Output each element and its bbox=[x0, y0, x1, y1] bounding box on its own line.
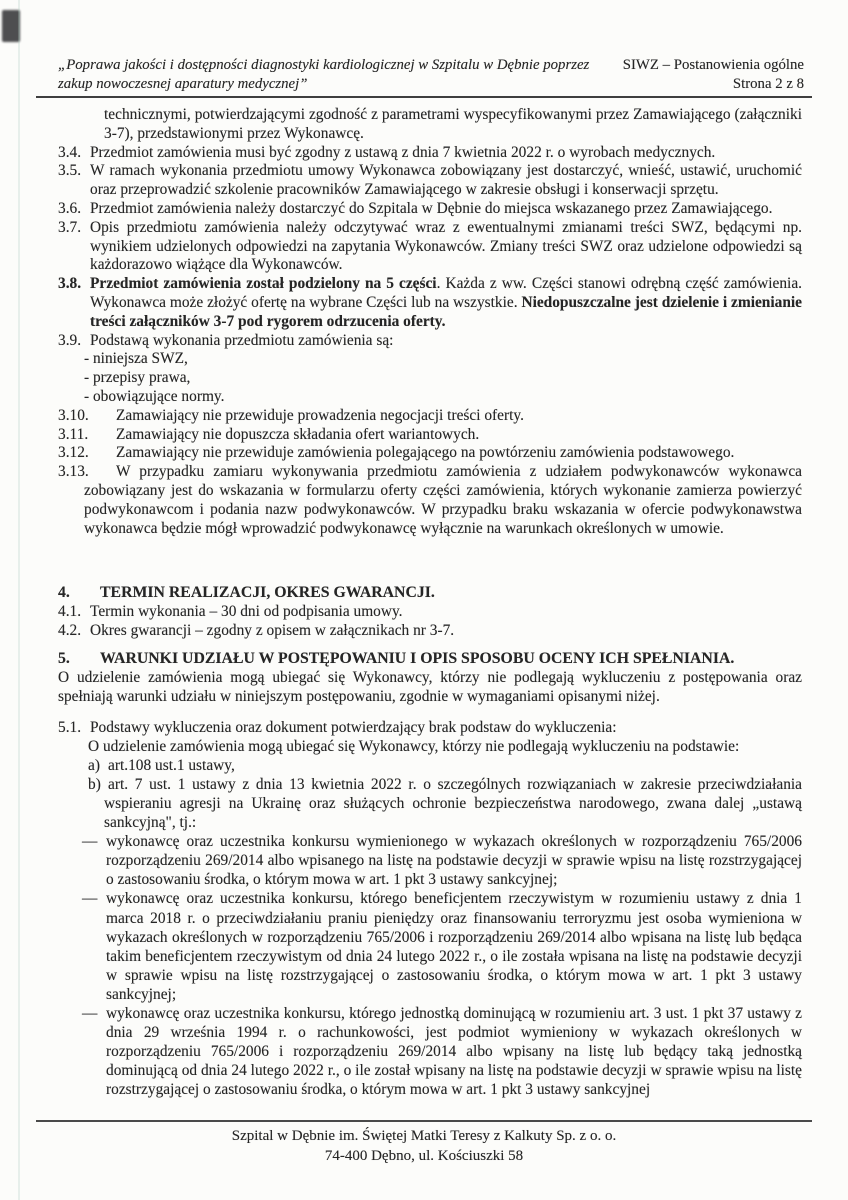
paragraph-3-4 bbox=[58, 144, 802, 163]
paragraph-3-3-continuation: technicznymi, potwierdzającymi zgodność z parametrami wyspecyfikowanymi przez Zamawiającego (załączniki 3-7), przedstawionymi przez Wykonawcę. bbox=[104, 106, 802, 142]
item-text: . Każda z ww. Części stanowi odrębną część zamówienia. Wykonawca może złożyć ofertę na wybrane Części lub na wszystkie. bbox=[90, 275, 802, 311]
paragraph-4-2 bbox=[58, 621, 802, 640]
item-number: 3.4. bbox=[58, 143, 82, 161]
dash-marker: — bbox=[82, 890, 98, 908]
item-text: Termin wykonania – 30 dni od podpisania umowy. bbox=[90, 603, 403, 621]
header-title-line2: zakup nowoczesnej aparatury medycznej” bbox=[58, 76, 308, 92]
item-text: Przedmiot zamówienia musi być zgodny z ustawą z dnia 7 kwietnia 2022 r. o wyrobach medycznych. bbox=[90, 143, 716, 161]
item-number: 3.10. bbox=[58, 406, 89, 424]
section-5-intro: O udzielenie zamówienia mogą ubiegać się Wykonawcy, którzy nie podlegają wykluczeniu z postępowania oraz spełniają warunki udziału w niniejszym postępowaniu, zgodnie w wymaganiami opisanymi niżej. bbox=[58, 669, 802, 706]
footer-rule bbox=[36, 1120, 812, 1122]
header-rule bbox=[36, 96, 812, 98]
paragraph-3-12 bbox=[58, 444, 802, 463]
dash-list-item bbox=[58, 832, 802, 889]
header-document-title bbox=[58, 56, 589, 94]
paragraph-5-1 bbox=[58, 718, 802, 737]
item-number: 5.1. bbox=[58, 718, 82, 736]
item-text: wykonawcę oraz uczestnika konkursu wymienionego w wykazach określonych w rozporządzeniu 765/2006 rozporządzeniu 269/2014 albo wpisanego na listę na podstawie decyzji w sprawie wpisu na listę rozstrzygającej o zastosowaniu środka, o którym mowa w art. 1 pkt 3 ustawy sankcyjnej; bbox=[106, 833, 802, 889]
item-number: 3.7. bbox=[58, 218, 82, 236]
paragraph-3-13 bbox=[58, 463, 802, 538]
item-text: art.108 ust.1 ustawy, bbox=[108, 756, 235, 774]
section-number: 5. bbox=[58, 650, 70, 668]
item-text: Podstawy wykluczenia oraz dokument potwierdzający brak podstaw do wykluczenia: bbox=[90, 718, 617, 736]
dash-marker: — bbox=[82, 1004, 98, 1022]
header-page-number: Strona 2 z 8 bbox=[732, 76, 804, 92]
item-text: Podstawą wykonania przedmiotu zamówienia są: bbox=[90, 331, 394, 349]
paragraph-3-9 bbox=[58, 332, 802, 351]
page-footer bbox=[0, 1126, 848, 1166]
header-title-line1: „Poprawa jakości i dostępności diagnostyki kardiologicznej w Szpitalu w Dębnie poprzez bbox=[58, 57, 590, 73]
footer-hospital-address: 74-400 Dębno, ul. Kościuszki 58 bbox=[324, 1148, 524, 1164]
paragraph-3-7 bbox=[58, 219, 802, 275]
paragraph-3-5 bbox=[58, 162, 802, 200]
paragraph-4-1 bbox=[58, 602, 802, 621]
section-3-body bbox=[58, 106, 802, 538]
item-text-bold: Niedopuszczalne jest dzielenie i zmienianie treści załączników 3-7 pod rygorem odrzucenia oferty. bbox=[90, 293, 802, 330]
header-doc-label: SIWZ – Postanowienia ogólne bbox=[622, 57, 804, 73]
section-5-heading bbox=[58, 649, 802, 668]
section-number: 4. bbox=[58, 584, 70, 601]
paragraph-3-6 bbox=[58, 200, 802, 219]
dash-list-item bbox=[58, 889, 802, 1004]
dash-list-item bbox=[58, 1004, 802, 1099]
item-text: Zamawiający nie przewiduje prowadzenia negocjacji treści oferty. bbox=[116, 406, 524, 424]
list-item: - przepisy prawa, bbox=[84, 369, 191, 387]
item-text-bold: Przedmiot zamówienia został podzielony na 5 części bbox=[90, 275, 437, 293]
paragraph-5-1-lead: O udzielenie zamówienia mogą ubiegać się Wykonawcy, którzy nie podlegają wykluczeniu na podstawie: bbox=[88, 737, 740, 755]
scan-edge-line bbox=[18, 0, 20, 1200]
item-number: 3.9. bbox=[58, 331, 82, 349]
item-text: Zamawiający nie dopuszcza składania ofert wariantowych. bbox=[116, 425, 480, 443]
item-letter: a) bbox=[88, 756, 100, 774]
item-number: 3.6. bbox=[58, 199, 82, 217]
item-number: 3.13. bbox=[58, 463, 89, 481]
item-text: wykonawcę oraz uczestnika konkursu, którego beneficjentem rzeczywistym w rozumieniu ustawy z dnia 1 marca 2018 r. o przeciwdziałaniu praniu pieniędzy oraz finansowaniu terroryzmu jest osoba wymieniona w wykazach określonych w rozporządzeniu 765/2006 i rozporządzeniu 269/2014 albo wpisana na listę lub będąca takim beneficjentem rzeczywistym od dnia 24 lutego 2022 r., o ile została wpisana na listę na podstawie decyzji w sprawie wpisu na listę rozstrzygającej o zastosowaniu środka, o którym mowa w art. 1 pkt 3 ustawy sankcyjnej; bbox=[106, 890, 802, 1003]
paragraph-3-10 bbox=[58, 407, 802, 426]
dash-marker: — bbox=[82, 833, 98, 851]
section-title: TERMIN REALIZACJI, OKRES GWARANCJI. bbox=[100, 584, 435, 601]
section-title: WARUNKI UDZIAŁU W POSTĘPOWANIU I OPIS SPOSOBU OCENY ICH SPEŁNIANIA. bbox=[100, 650, 735, 668]
item-number: 3.11. bbox=[58, 425, 89, 443]
item-text: W ramach wykonania przedmiotu umowy Wykonawca zobowiązany jest dostarczyć, wnieść, ustawić, uruchomić oraz przeprowadzić szkolenie pracowników Zamawiającego w zakresie obsługi i konserwacji sprzętu. bbox=[90, 162, 802, 199]
section-4-heading bbox=[58, 583, 802, 602]
item-text: Przedmiot zamówienia należy dostarczyć do Szpitala w Dębnie do miejsca wskazanego przez Zamawiającego. bbox=[90, 199, 773, 217]
item-number: 4.2. bbox=[58, 622, 82, 640]
list-item-a bbox=[58, 756, 802, 775]
item-text: art. 7 ust. 1 ustawy z dnia 13 kwietnia 2022 r. o szczególnych rozwiązaniach w zakresie przeciwdziałania wspieraniu agresji na Ukrainę oraz służących ochronie bezpieczeństwa narodowego, zwana dalej „ustawą sankcyjną", tj.: bbox=[104, 775, 802, 832]
list-item: - niniejsza SWZ, bbox=[84, 350, 188, 368]
item-number: 4.1. bbox=[58, 603, 82, 621]
page-header bbox=[58, 56, 804, 94]
sections-4-5-body bbox=[58, 580, 802, 1099]
item-text: Zamawiający nie przewiduje zamówienia polegającego na powtórzeniu zamówienia podstawowego. bbox=[116, 444, 735, 462]
item-letter: b) bbox=[88, 775, 101, 793]
header-doc-info bbox=[623, 56, 804, 94]
item-text: W przypadku zamiaru wykonywania przedmiotu zamówienia z udziałem podwykonawców wykonawca zobowiązany jest do wskazania w formularzu oferty części zamówienia, których wykonanie zamierza powierzyć podwykonawcom i podania nazw podwykonawców. W przypadku braku wskazania w ofercie podwykonawstwa wykonawca będzie mógł wprowadzić podwykonawcę wyłącznie na warunkach określonych w umowie. bbox=[84, 463, 802, 537]
item-number: 3.12. bbox=[58, 444, 89, 462]
paragraph-3-11 bbox=[58, 426, 802, 445]
item-number: 3.8. bbox=[58, 275, 82, 293]
item-number: 3.5. bbox=[58, 162, 82, 180]
item-text: Okres gwarancji – zgodny z opisem w załącznikach nr 3-7. bbox=[90, 622, 455, 640]
list-item-b bbox=[58, 775, 802, 832]
item-text: wykonawcę oraz uczestnika konkursu, którego jednostką dominującą w rozumieniu art. 3 ust. 1 pkt 37 ustawy z dnia 29 września 1994 r. o rachunkowości, jest podmiot wymieniony w wykazach określonych w rozporządzeniu 765/2006 i rozporządzeniu 269/2014 albo wpisany na listę lub będący taką jednostką dominującą od dnia 24 lutego 2022 r., o ile został wpisany na listę na podstawie decyzji w sprawie wpisu na listę rozstrzygającej o zastosowaniu środka, o którym mowa w art. 1 pkt 3 ustawy sankcyjnej bbox=[106, 1004, 802, 1099]
footer-hospital-name: Szpital w Dębnie im. Świętej Matki Teresy z Kalkuty Sp. z o. o. bbox=[231, 1128, 617, 1144]
paragraph-3-8 bbox=[58, 275, 802, 331]
list-item: - obowiązujące normy. bbox=[84, 387, 225, 405]
item-text: Opis przedmiotu zamówienia należy odczytywać wraz z ewentualnymi zmianami treści SWZ, będącymi np. wynikiem udzielonych odpowiedzi na zapytania Wykonawców. Zmiany treści SWZ oraz udzielone odpowiedzi są każdorazowo wiążące dla Wykonawców. bbox=[90, 218, 802, 274]
